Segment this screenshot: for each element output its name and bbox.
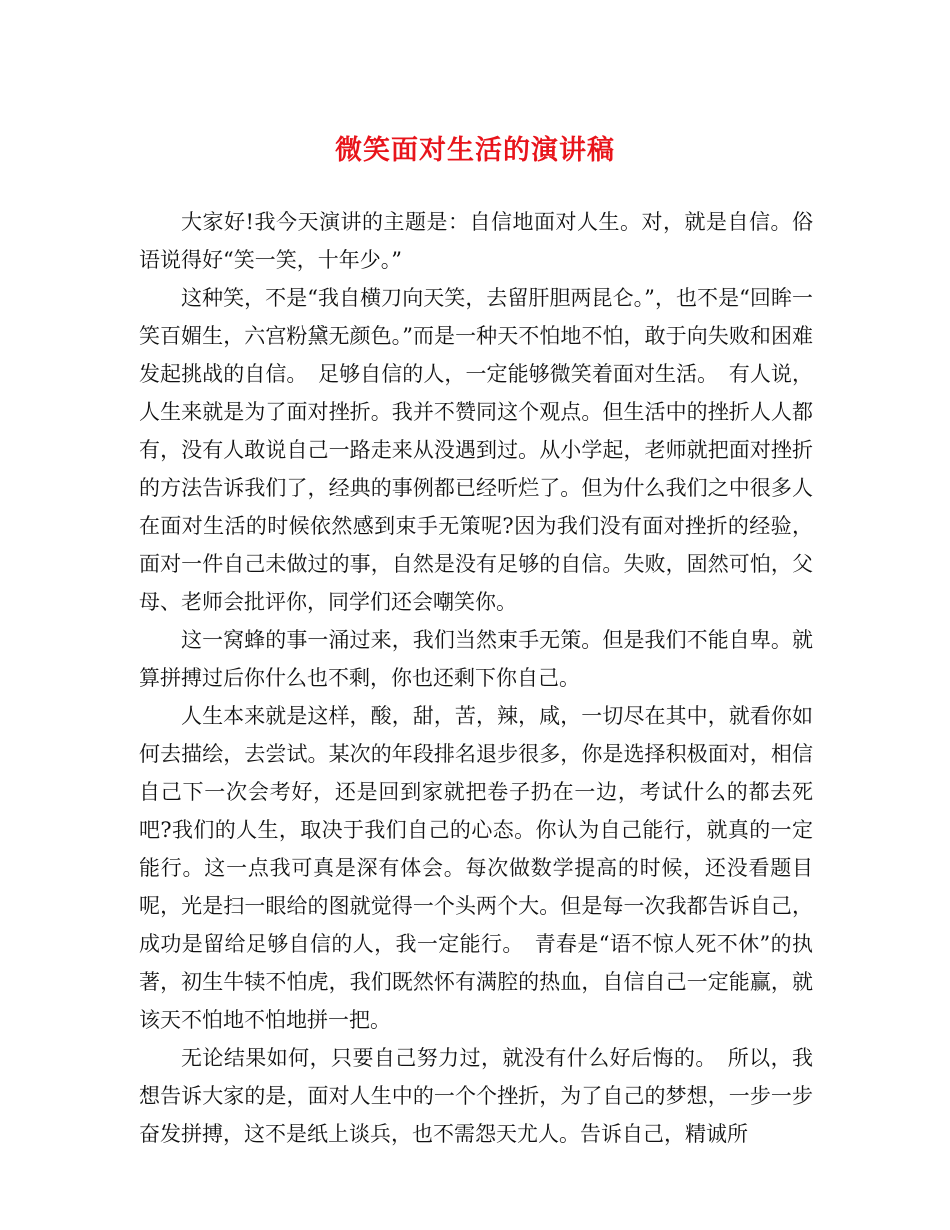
paragraph: 这种笑，不是“我自横刀向天笑，去留肝胆两昆仑。”，也不是“回眸一笑百媚生，六宫粉黛无颜色。”而是一种天不怕地不怕，敢于向失败和困难发起挑战的自信。 足够自信的人，一定能够微笑着面对生活。 有人说，人生来就是为了面对挫折。我并不赞同这个观点。但生活中的挫折人人都有，没有人敢说自己一路走来从没遇到过。从小学起，老师就把面对挫折的方法告诉我们了，经典的事例都已经听烂了。但为什么我们之中很多人在面对生活的时候依然感到束手无策呢?因为我们没有面对挫折的经验，面对一件自己未做过的事，自然是没有足够的自信。失败，固然可怕，父母、老师会批评你，同学们还会嘲笑你。 (139, 286, 813, 614)
paragraph: 无论结果如何，只要自己努力过，就没有什么好后悔的。 所以，我想告诉大家的是，面对人生中的一个个挫折，为了自己的梦想，一步一步奋发拼搏，这不是纸上谈兵，也不需怨天尤人。告诉自己，精诚所 (139, 1046, 813, 1146)
paragraph: 这一窝蜂的事一涌过来，我们当然束手无策。但是我们不能自卑。就算拼搏过后你什么也不剩，你也还剩下你自己。 (139, 628, 813, 690)
document-body (139, 203, 813, 1153)
document-title: 微笑面对生活的演讲稿 (335, 135, 615, 166)
paragraph: 人生本来就是这样，酸，甜，苦，辣，咸，一切尽在其中，就看你如何去描绘，去尝试。某次的年段排名退步很多，你是选择积极面对，相信自己下一次会考好，还是回到家就把卷子扔在一边，考试什么的都去死吧?我们的人生，取决于我们自己的心态。你认为自己能行，就真的一定能行。这一点我可真是深有体会。每次做数学提高的时候，还没看题目呢，光是扫一眼给的图就觉得一个头两个大。但是每一次我都告诉自己，成功是留给足够自信的人，我一定能行。 青春是“语不惊人死不休”的执著，初生牛犊不怕虎，我们既然怀有满腔的热血，自信自己一定能赢，就该天不怕地不怕地拼一把。 (139, 704, 813, 1032)
paragraph: 大家好!我今天演讲的主题是：自信地面对人生。对，就是自信。俗语说得好“笑一笑，十年少。” (139, 210, 813, 272)
